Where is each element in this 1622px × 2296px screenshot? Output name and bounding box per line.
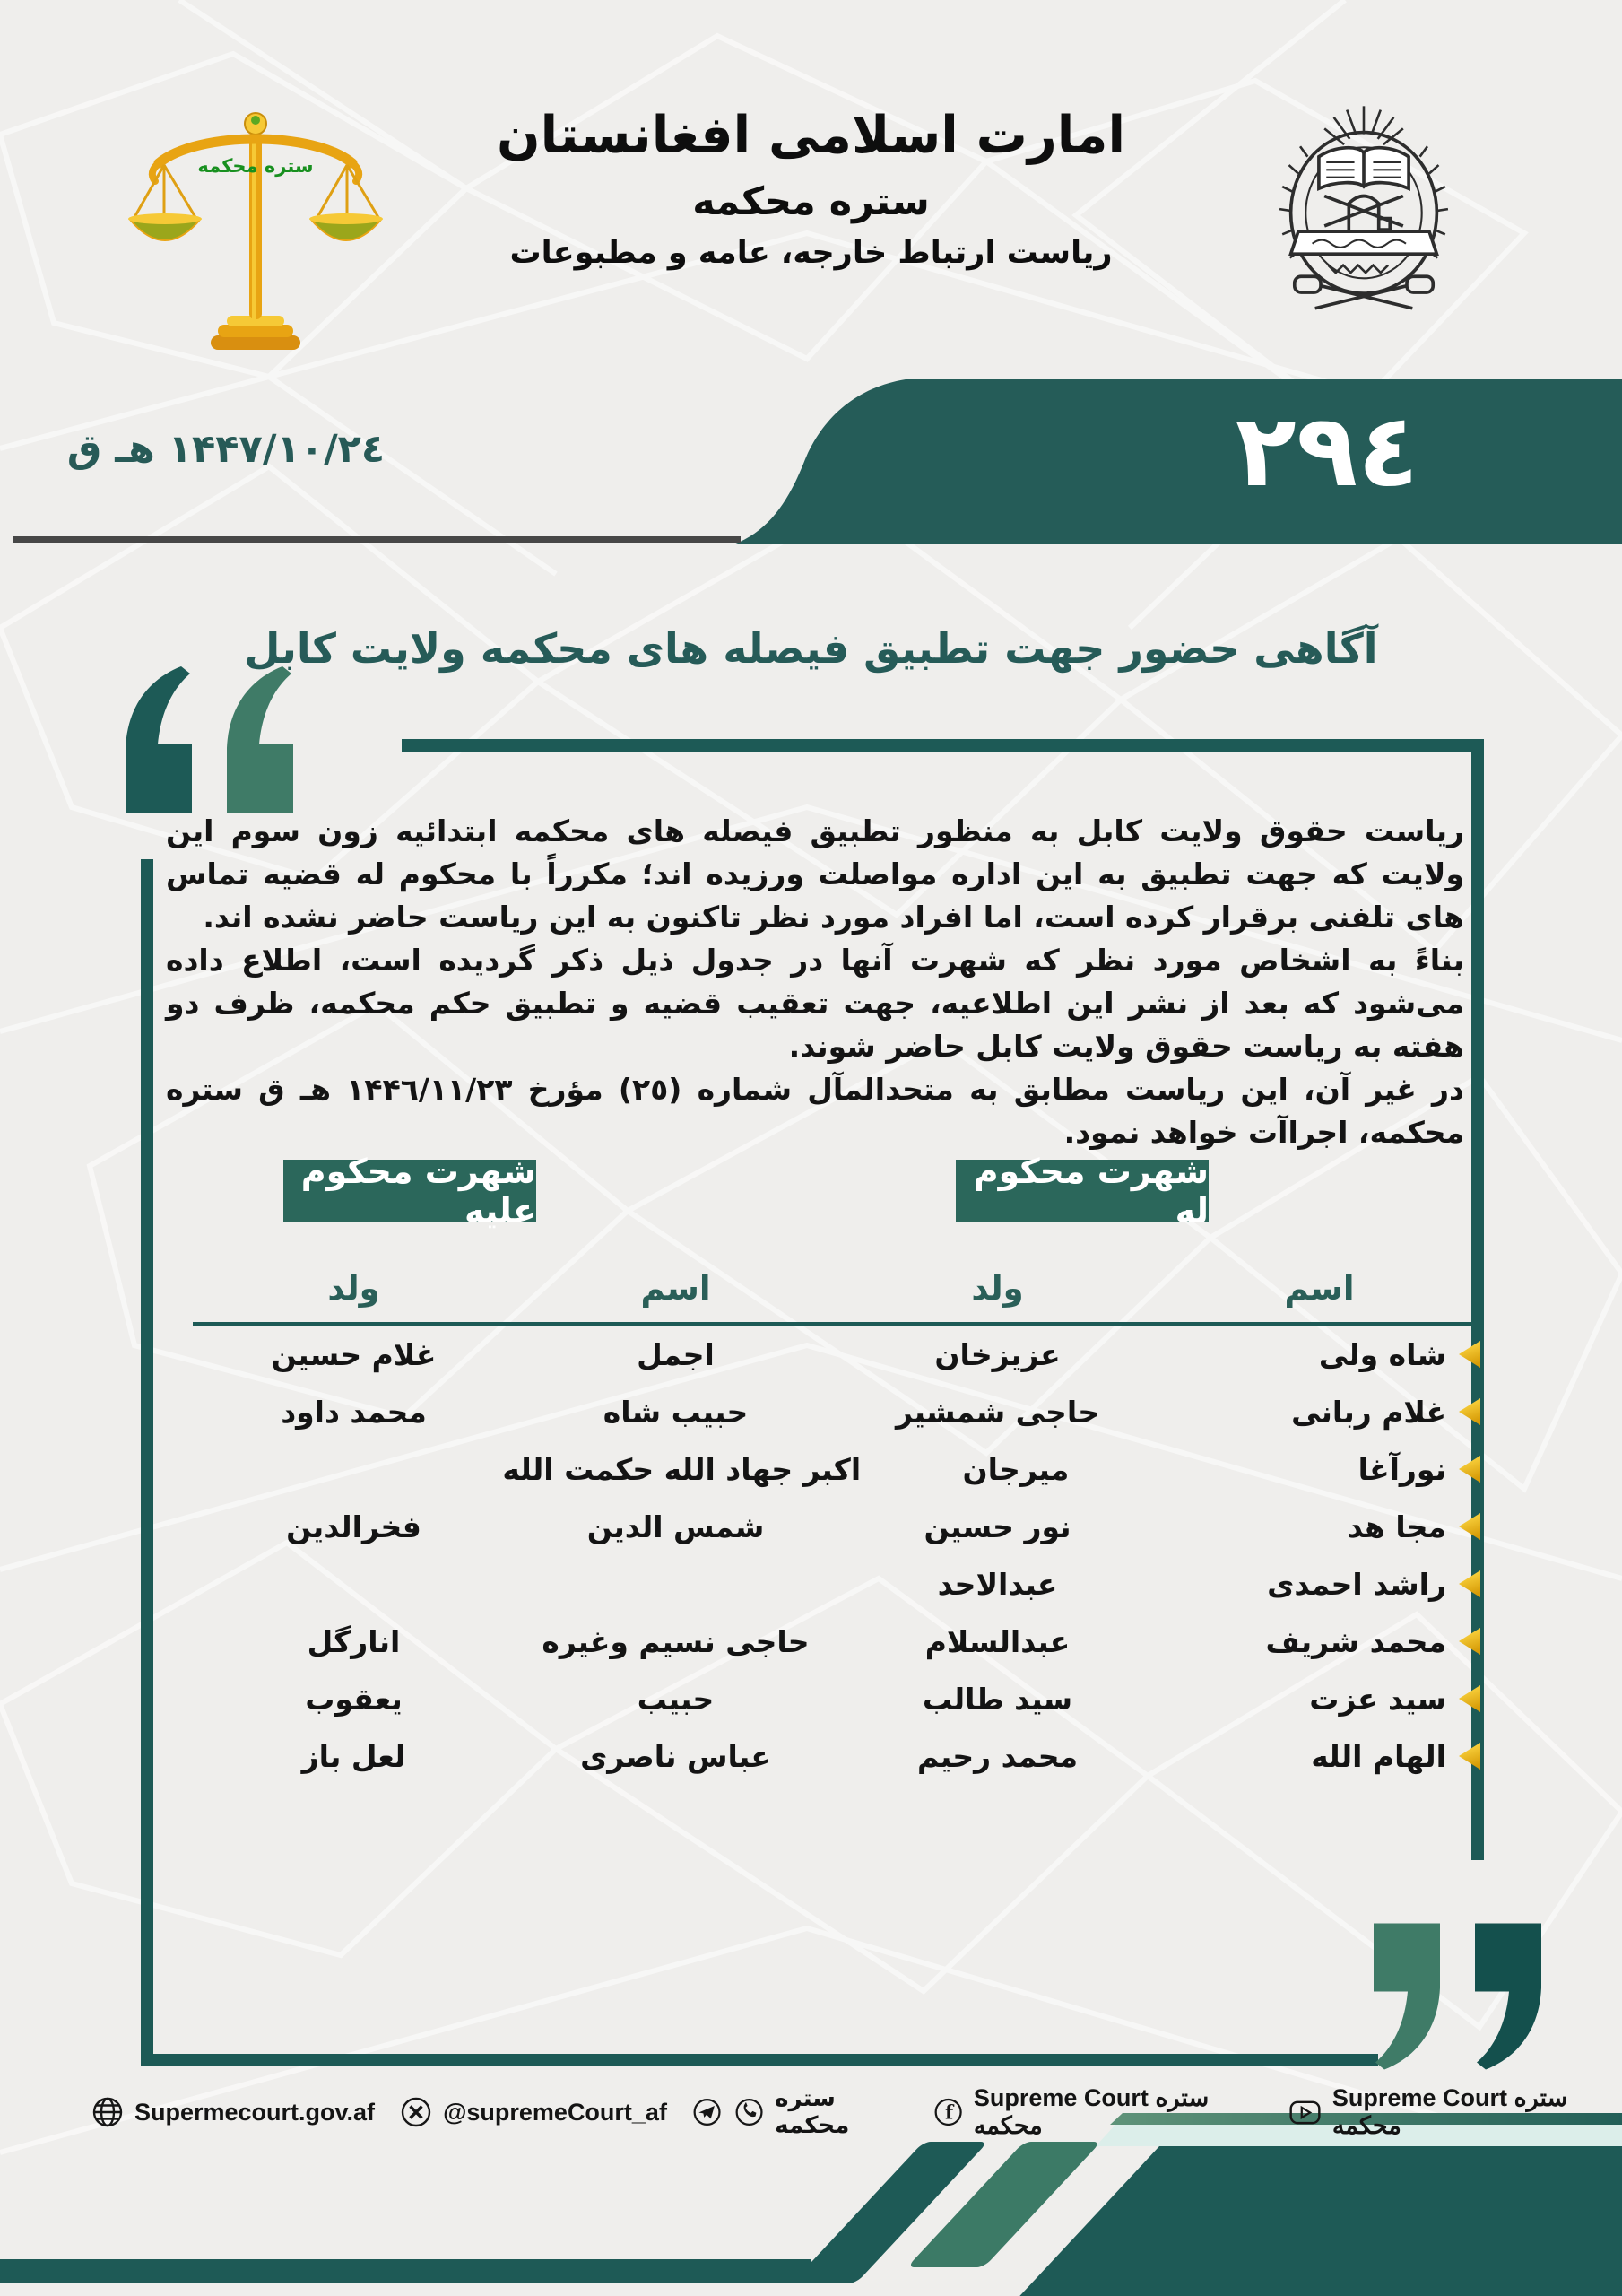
row-marker-icon [1459, 1513, 1480, 1540]
row-marker-icon [1459, 1570, 1480, 1597]
column-header-father: ولد [327, 1269, 380, 1308]
document-header [318, 106, 1305, 271]
row-marker-icon [1459, 1743, 1480, 1770]
x-handle-label: @supremeCourt_af [443, 2098, 667, 2126]
notice-body [166, 810, 1464, 1154]
creditor-father: میرجان [962, 1451, 1070, 1487]
table-row [193, 1383, 1480, 1440]
debtor-father: غلام حسین [271, 1336, 437, 1372]
frame-top-line [402, 739, 1484, 752]
telegram-icon [690, 2094, 724, 2130]
creditor-father: عزیزخان [934, 1336, 1061, 1372]
debtor-name: حبیب [637, 1681, 715, 1717]
x-link[interactable] [398, 2094, 667, 2130]
youtube-link[interactable] [1287, 2084, 1622, 2140]
column-header-father: ولد [971, 1269, 1024, 1308]
creditor-name: راشد احمدی [1267, 1566, 1446, 1602]
creditor-father: عبدالاحد [937, 1566, 1058, 1602]
notice-title: آگاهی حضور جهت تطبیق فیصله های محکمه ولایت کابل [244, 624, 1378, 673]
table-column-headers [193, 1269, 1480, 1308]
table-row [193, 1326, 1480, 1383]
youtube-icon [1287, 2094, 1323, 2130]
notice-date: ١۴۴٧/١٠/٢٤ هـ ق [66, 427, 386, 472]
svg-text:f: f [944, 2101, 953, 2125]
website-link[interactable] [90, 2094, 375, 2130]
paragraph: بناءً به اشخاص مورد نظر که شهرت آنها در جدول ذیل ذکر گردیده است، اطلاع داده می‌شود که بعد از نشر این اطلاعیه، جهت تعقیب قضیه و تطبیق حکم محکمه، ظرف دو هفته به ریاست حقوق ولایت کابل حاضر شوند. [166, 943, 1464, 1064]
facebook-label: Supreme Court ستره محکمه [973, 2084, 1210, 2139]
social-footer [90, 2084, 1622, 2140]
table-group-headers [193, 1152, 1480, 1246]
debtor-father: یعقوب [305, 1681, 403, 1717]
creditor-name: شاه ولی [1318, 1336, 1446, 1372]
row-marker-icon [1459, 1341, 1480, 1368]
org-name: ستره محکمه [692, 179, 930, 224]
creditor-father: حاجی شمشیر [896, 1394, 1099, 1430]
creditor-father: نور حسین [924, 1509, 1071, 1544]
creditor-father: عبدالسلام [924, 1623, 1071, 1659]
messaging-links[interactable] [690, 2085, 908, 2139]
messaging-label: ستره محکمه [775, 2085, 850, 2139]
date-underline [13, 536, 741, 543]
frame-left-line [141, 859, 153, 2066]
debtor-father: انارگل [307, 1623, 401, 1659]
debtor-name: حاجی نسیم وغیره [542, 1623, 810, 1659]
debtor-name: حبیب شاه [603, 1394, 749, 1430]
emirate-emblem-icon [1270, 99, 1458, 314]
debtor-father: فخرالدین [286, 1509, 421, 1544]
table-row [193, 1727, 1480, 1785]
creditor-name: محمد شریف [1265, 1623, 1446, 1659]
column-header-name: اسم [640, 1269, 711, 1308]
facebook-icon [932, 2094, 965, 2130]
row-marker-icon [1459, 1628, 1480, 1655]
column-header-name: اسم [1284, 1269, 1355, 1308]
website-label: Supermecourt.gov.af [134, 2098, 376, 2126]
department-name: ریاست ارتباط خارجه، عامه و مطبوعات [509, 235, 1113, 271]
group-header-judgment-creditor: شهرت محکوم له [956, 1160, 1209, 1222]
row-marker-icon [1459, 1456, 1480, 1483]
frame-bottom-line [141, 2054, 1378, 2066]
creditor-name: مجا هد [1347, 1509, 1446, 1544]
table-rows [193, 1326, 1480, 1785]
youtube-label: Supreme Court ستره محکمه [1331, 2084, 1568, 2139]
footer-deco-bottom-bar [0, 2259, 811, 2283]
debtor-name: شمس الدین [586, 1509, 765, 1544]
table-row [193, 1498, 1480, 1555]
creditor-father: محمد رحیم [916, 1738, 1079, 1774]
facebook-link[interactable] [932, 2084, 1263, 2140]
logo-caption: ستره محکمه [197, 155, 314, 177]
paragraph: در غیر آن، این ریاست مطابق به متحدالمآل شماره (٢٥) مؤرخ ١۴۴٦/١١/٢٣ هـ ق ستره محکمه، اجراآت خواهد نمود. [166, 1072, 1464, 1150]
debtor-father: لعل باز [301, 1738, 406, 1774]
table-row [193, 1670, 1480, 1727]
creditor-father: سید طالب [922, 1681, 1073, 1717]
closing-quote-icon [1356, 1910, 1548, 2081]
globe-icon [90, 2094, 126, 2130]
debtor-name: عباس ناصری [580, 1738, 771, 1774]
row-marker-icon [1459, 1685, 1480, 1712]
debtor-father: محمد داود [281, 1394, 427, 1430]
creditor-name: نورآغا [1357, 1451, 1446, 1487]
table-row [193, 1555, 1480, 1613]
parties-table [193, 1152, 1480, 1785]
x-icon [398, 2094, 434, 2130]
opening-quote-icon [118, 662, 311, 819]
creditor-name: سید عزت [1309, 1681, 1446, 1717]
paragraph: ریاست حقوق ولایت کابل به منظور تطبیق فیصله های محکمه ابتدائیه زون سوم این ولایت که جهت تطبیق به این اداره مواصلت ورزیده اند؛ مکرراً با محکوم له قضیه تماس های تلفنی برقرار کرده است، اما افراد مورد نظر تاکنون به این ریاست حاضر نشده اند. [166, 813, 1464, 935]
group-header-judgment-debtor: شهرت محکوم علیه [283, 1160, 536, 1222]
whatsapp-icon [733, 2094, 766, 2130]
notice-number: ٢٩٤ [1235, 393, 1419, 509]
creditor-name: الهام الله [1311, 1738, 1446, 1774]
table-row [193, 1613, 1480, 1670]
debtor-name: اجمل [637, 1336, 715, 1372]
table-row [193, 1440, 1480, 1498]
emirate-calligraphy: امارت اسلامی افغانستان [496, 106, 1125, 165]
debtor-name: اکبر جهاد الله حکمت الله [502, 1451, 862, 1487]
row-marker-icon [1459, 1398, 1480, 1425]
creditor-name: غلام ربانی [1291, 1394, 1446, 1430]
